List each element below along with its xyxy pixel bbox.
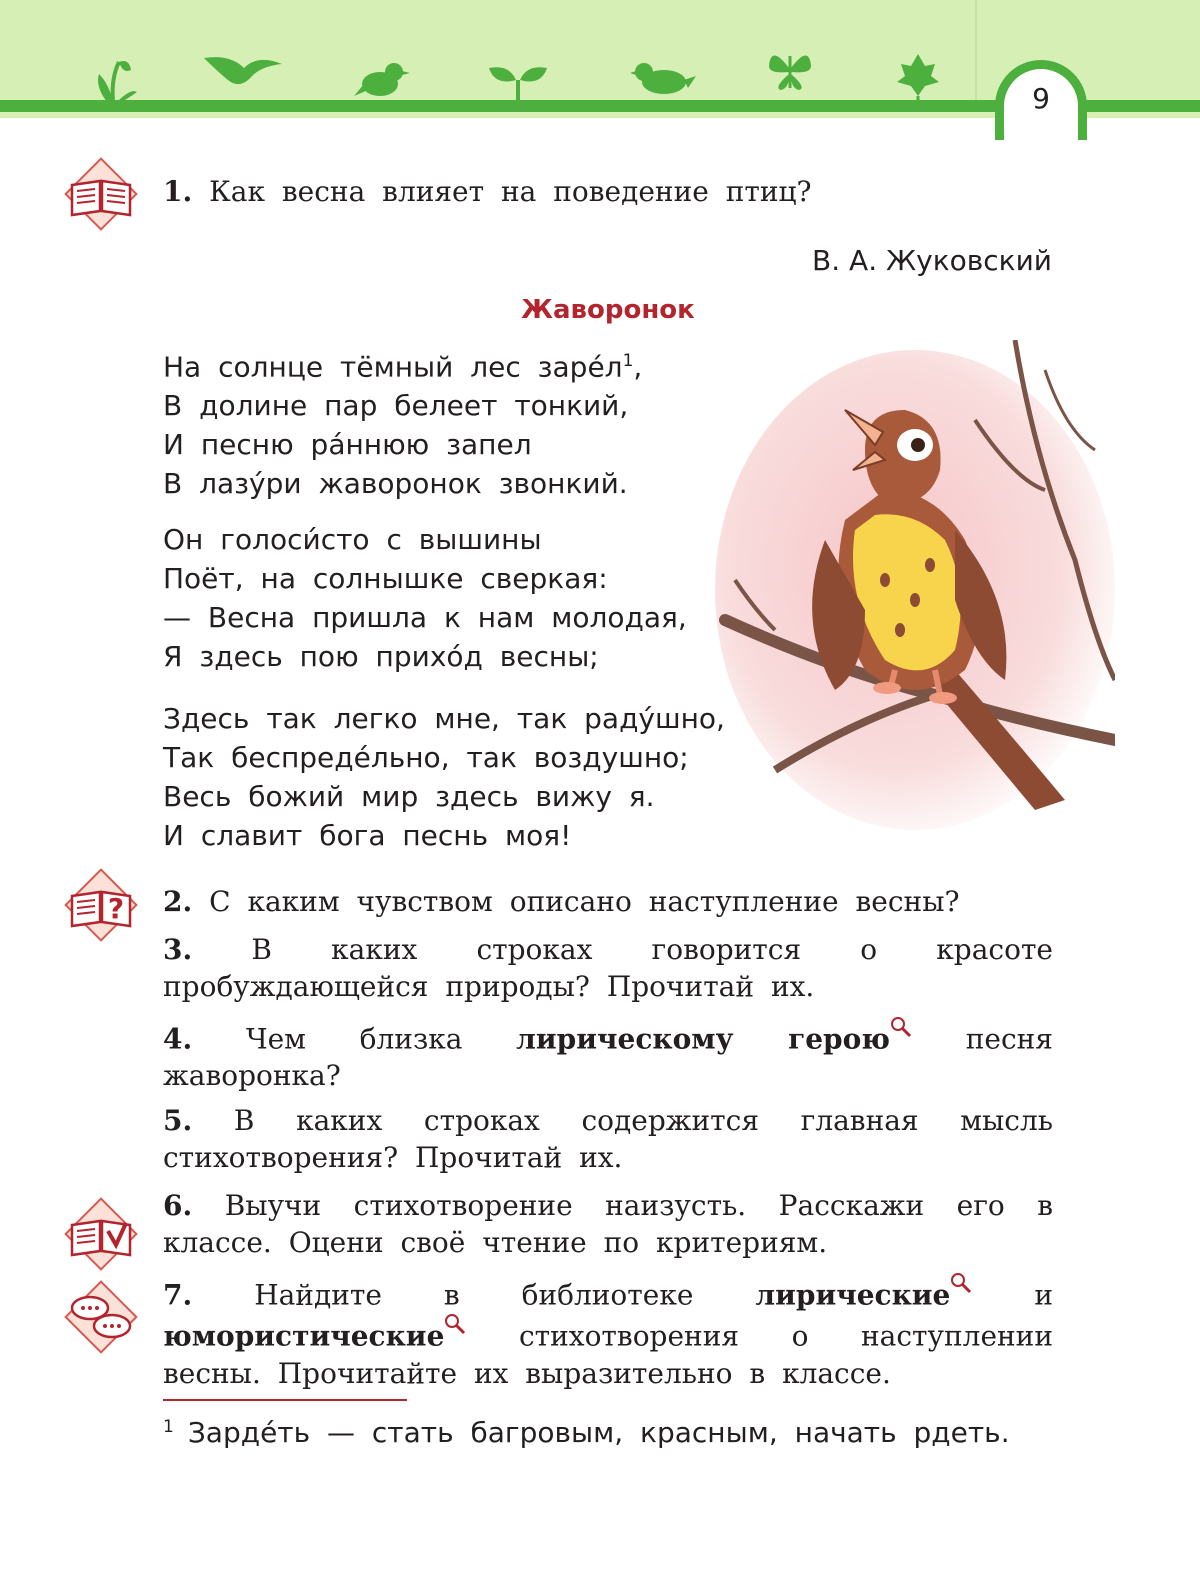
butterfly-icon [765, 44, 815, 94]
question-text: Как весна влияет на поведение птиц? [209, 175, 812, 208]
question-book-icon [62, 866, 140, 944]
header-divider [975, 0, 977, 100]
sprout-icon [485, 60, 551, 102]
sitting-bird-icon [352, 58, 412, 102]
poem-line: Так беспреде́льно, так воздушно; [163, 741, 689, 774]
footnote-ref[interactable]: 1 [622, 351, 634, 371]
question-number: 1. [163, 175, 193, 208]
question-7: 7. Найдите в библиотеке лирические и юмористические стихотворения о наступлении весны. Прочитайте их выразительно в классе. [163, 1272, 1053, 1392]
question-2: 2. С каким чувством описано наступление весны? [163, 885, 960, 918]
poem-line: Я здесь пою прихо́д весны; [163, 640, 599, 673]
poem-line: И славит бога песнь моя! [163, 819, 572, 852]
page-number: 9 [1032, 82, 1050, 115]
glossary-term[interactable]: лирические [755, 1278, 951, 1312]
poem-line: Здесь так легко мне, так раду́шно, [163, 702, 725, 735]
poem-author: В. А. Жуковский [812, 244, 1052, 277]
poem-line: И песню ра́ннюю запел [163, 428, 532, 462]
poem-stanza-3 [163, 699, 763, 855]
walking-bird-icon [630, 58, 696, 102]
dictionary-marker-icon[interactable] [890, 1016, 912, 1038]
reading-book-icon [62, 155, 140, 233]
poem-line: Поёт, на солнышке сверкая: [163, 562, 608, 595]
footnote-number: 1 [163, 1416, 174, 1437]
svg-text:?: ? [107, 892, 125, 925]
flying-bird-icon [200, 50, 286, 90]
speech-bubbles-icon [62, 1278, 140, 1356]
footnote-divider [163, 1399, 407, 1401]
glossary-term[interactable]: лирическому герою [516, 1022, 891, 1056]
question-1 [163, 173, 1053, 210]
question-6: 6. Выучи стихотворение наизусть. Расскажи его в классе. Оцени своё чтение по критериям. [163, 1189, 1053, 1259]
snowdrop-icon [85, 48, 145, 104]
poem-title: Жаворонок [521, 295, 695, 325]
question-5: 5. В каких строках содержится главная мысль стихотворения? Прочитай их. [163, 1104, 1054, 1174]
poem-line: В лазу́ри жаворонок звонкий. [163, 467, 628, 501]
glossary-term[interactable]: юмористические [163, 1319, 445, 1353]
dictionary-marker-icon[interactable] [950, 1272, 972, 1294]
footnote [163, 1416, 1063, 1449]
poem-line: На солнце тёмный лес $заре́л^1$, [163, 350, 643, 384]
question-4: 4. Чем близка лирическому герою песня жаворонка? [163, 1016, 1053, 1094]
lark-illustration [715, 340, 1115, 830]
question-3: 3. В каких строках говорится о красоте пробуждающейся природы? Прочитай их. [163, 933, 1054, 1003]
poem-line: — Весна пришла к нам молодая, [163, 601, 687, 634]
poem-stanza-1 [163, 342, 763, 503]
poem-line: Он голоси́сто с вышины [163, 523, 542, 556]
leaf-icon [893, 50, 943, 100]
poem-stanza-2 [163, 520, 763, 676]
poem-line: В долине пар белеет тонкий, [163, 389, 629, 423]
checked-book-icon [62, 1195, 140, 1273]
dictionary-marker-icon[interactable] [444, 1313, 466, 1335]
poem-line: Весь божий мир здесь вижу я. [163, 780, 655, 813]
footnote-text: Зарде́ть — стать багровым, красным, начать рдеть. [187, 1416, 1010, 1449]
